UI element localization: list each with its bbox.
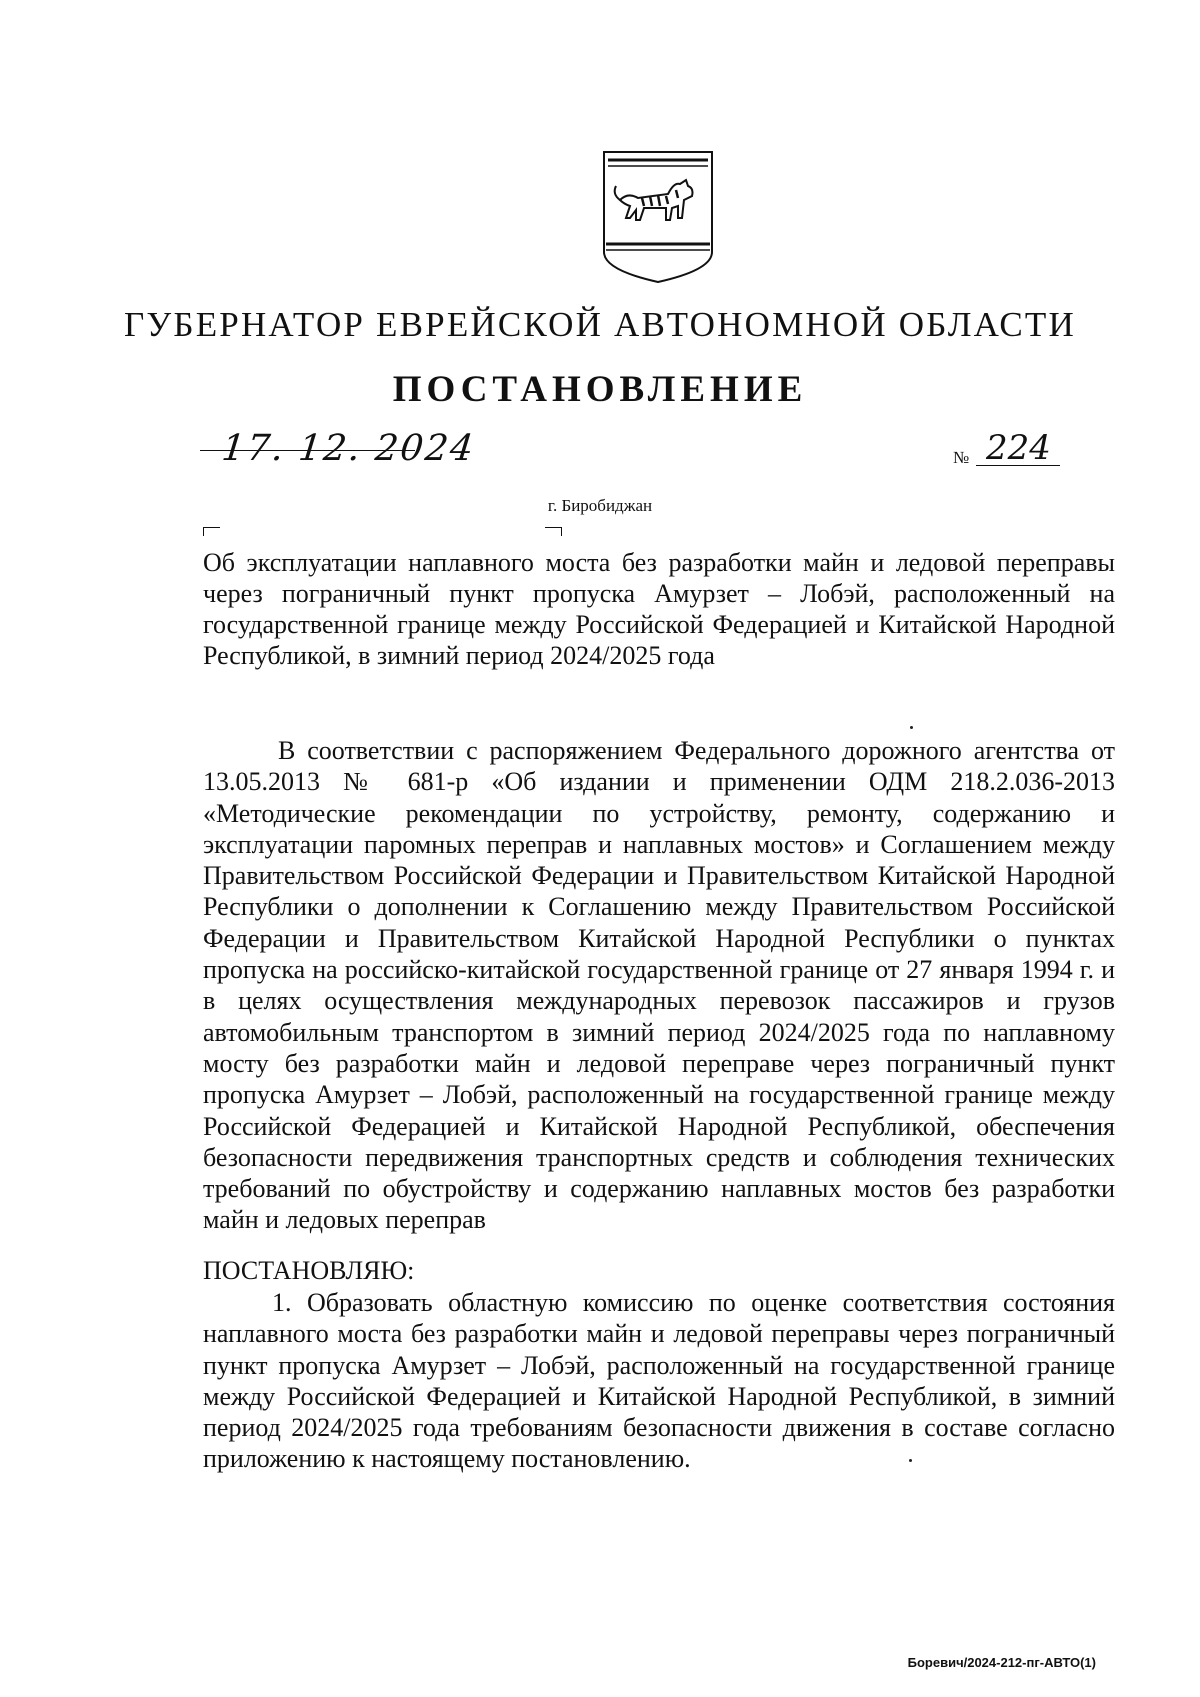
title-corner-left <box>203 527 220 536</box>
number-label: № <box>953 448 970 467</box>
title-corner-right <box>545 527 562 536</box>
decree-word: ПОСТАНОВЛЯЮ: <box>203 1256 415 1285</box>
item-1-paragraph: 1. Образовать областную комиссию по оценке соответствия состояния наплавного моста без разработки майн и ледовой переправы через пограничный пункт пропуска Амурзет – Лобэй, расположенный на государственной границе между Российской Федерацией и Китайской Народной Республикой, в зимний период 2024/2025 года требованиям безопасности движения в составе согласно приложению к настоящему постановлению. <box>203 1288 1115 1474</box>
document-date: 17. 12. 2024 <box>219 428 478 469</box>
document-type-heading: ПОСТАНОВЛЕНИЕ <box>392 369 808 410</box>
preamble-paragraph: В соответствии с распоряжением Федерального дорожного агентства от 13.05.2013 № 681-р «Об издании и применении ОДМ 218.2.036-2013 «Методические рекомендации по устройству, ремонту, содержанию и эксплуатации паромных переправ и наплавных мостов» и Соглашением между Правительством Российской Федерации и Правительством Китайской Народной Республики о дополнении к Соглашению между Правительством Российской Федерации и Правительством Китайской Народной Республики о пунктах пропуска на российско-китайской государственной границе от 27 января 1994 г. и в целях осуществления международных перевозок пассажиров и грузов автомобильным транспортом в зимний период 2024/2025 года по наплавному мосту без разработки майн и ледовой переправе через пограничный пункт пропуска Амурзет – Лобэй, расположенный на государственной границе между Российской Федерацией и Китайской Народной Республикой, обеспечения безопасности передвижения транспортных средств и соблюдения технических требований по обустройству и содержанию наплавных мостов без разработки майн и ледовых переправ <box>203 736 1115 1235</box>
document-title: Об эксплуатации наплавного моста без разработки майн и ледовой переправы через пограничный пункт пропуска Амурзет – Лобэй, расположенный на государственной границе между Российской Федерацией и Китайской Народной Республикой, в зимний период 2024/2025 года <box>203 548 1115 670</box>
number-underline <box>976 465 1060 466</box>
issuing-authority: ГУБЕРНАТОР ЕВРЕЙСКОЙ АВТОНОМНОЙ ОБЛАСТИ <box>124 305 1076 344</box>
date-underline <box>200 450 415 451</box>
scan-speck <box>909 1459 912 1462</box>
city-line: г. Биробиджан <box>547 496 653 515</box>
tiger-shield-icon <box>598 148 718 286</box>
footer-reference: Боревич/2024-212-пг-АВТО(1) <box>907 1655 1096 1670</box>
document-number: 224 <box>986 428 1051 468</box>
scan-speck <box>910 726 913 729</box>
coat-of-arms-emblem <box>598 148 718 286</box>
